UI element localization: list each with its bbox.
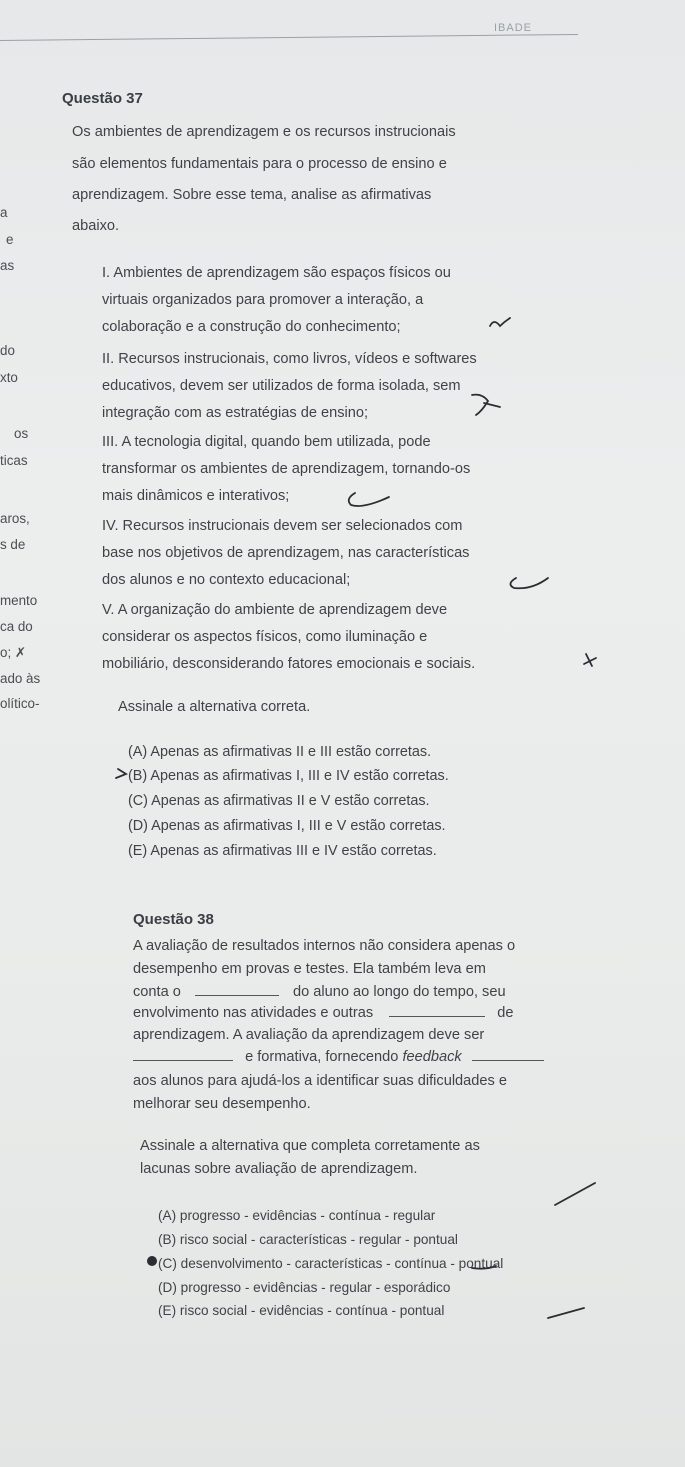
q37-statement-I: virtuais organizados para promover a interação, a (102, 292, 424, 308)
q38-text: do aluno ao longo do tempo, seu (293, 984, 506, 1000)
checkmark-icon (510, 578, 548, 588)
q37-statement-IV: dos alunos e no contexto educacional; (102, 572, 351, 588)
cross-mark-icon (584, 654, 596, 666)
margin-fragment: os (14, 426, 29, 441)
q37-option-b[interactable]: (B) Apenas as afirmativas I, III e IV estão corretas. (128, 768, 449, 784)
margin-fragment: ca do (0, 619, 33, 634)
q38-option-d[interactable]: (D) progresso - evidências - regular - esporádico (158, 1280, 451, 1295)
selection-mark-icon (116, 769, 126, 778)
q38-prompt: lacunas sobre avaliação de aprendizagem. (140, 1161, 418, 1177)
pen-stroke (548, 1308, 584, 1318)
q37-intro-line: abaixo. (72, 218, 120, 234)
q37-statement-III: III. A tecnologia digital, quando bem utilizada, pode (102, 434, 431, 450)
q37-option-e[interactable]: (E) Apenas as afirmativas III e IV estão corretas. (128, 843, 437, 859)
q38-option-a[interactable]: (A) progresso - evidências - contínua - regular (158, 1208, 436, 1223)
q37-statement-II: educativos, devem ser utilizados de forma isolada, sem (102, 378, 461, 394)
q38-text: envolvimento nas atividades e outras (133, 1005, 374, 1021)
q37-intro-line: são elementos fundamentais para o processo de ensino e (72, 156, 447, 172)
checkmark-icon (349, 493, 389, 506)
q37-statement-V: V. A organização do ambiente de aprendizagem deve (102, 602, 448, 618)
q37-statement-IV: base nos objetivos de aprendizagem, nas características (102, 545, 470, 561)
margin-fragment: do (0, 343, 15, 358)
q38-text-line: aos alunos para ajudá-los a identificar suas dificuldades e (133, 1073, 507, 1089)
q37-statement-IV: IV. Recursos instrucionais devem ser selecionados com (102, 518, 463, 534)
q38-option-c[interactable]: (C) desenvolvimento - características - contínua - pontual (158, 1256, 504, 1271)
margin-fragment: ado às (0, 671, 41, 686)
brand-label: IBADE (494, 22, 533, 34)
margin-fragment: as (0, 258, 15, 273)
margin-fragment: e (6, 232, 14, 247)
q38-text-italic: feedback (402, 1049, 462, 1065)
q37-prompt: Assinale a alternativa correta. (118, 699, 311, 715)
q37-statement-III: mais dinâmicos e interativos; (102, 488, 290, 504)
q38-option-e[interactable]: (E) risco social - evidências - contínua - pontual (158, 1303, 445, 1318)
question-38-title: Questão 38 (133, 911, 214, 928)
q38-text-line: aprendizagem. A avaliação da aprendizagem deve ser (133, 1027, 485, 1043)
margin-fragment: s de (0, 537, 26, 552)
q38-prompt: Assinale a alternativa que completa corretamente as (140, 1138, 480, 1154)
margin-fragment: ticas (0, 453, 28, 468)
q37-option-a[interactable]: (A) Apenas as afirmativas II e III estão corretas. (128, 744, 432, 760)
q37-intro-line: Os ambientes de aprendizagem e os recursos instrucionais (72, 124, 456, 140)
q37-statement-II: II. Recursos instrucionais, como livros, vídeos e softwares (102, 351, 477, 367)
pen-stroke (555, 1183, 595, 1205)
q37-option-d[interactable]: (D) Apenas as afirmativas I, III e V estão corretas. (128, 818, 446, 834)
selection-dot-icon (147, 1256, 157, 1266)
q38-text-line: melhorar seu desempenho. (133, 1096, 311, 1112)
q38-text: e formativa, fornecendo (245, 1049, 399, 1065)
q38-text-line: A avaliação de resultados internos não considera apenas o (133, 938, 516, 954)
q38-text: conta o (133, 984, 181, 1000)
q37-intro-line: aprendizagem. Sobre esse tema, analise as afirmativas (72, 187, 432, 203)
margin-fragment: xto (0, 370, 18, 385)
q37-statement-III: transformar os ambientes de aprendizagem, tornando-os (102, 461, 471, 477)
margin-fragment: olítico- (0, 696, 40, 711)
q37-statement-I: I. Ambientes de aprendizagem são espaços físicos ou (102, 265, 451, 281)
q37-statement-V: mobiliário, desconsiderando fatores emocionais e sociais. (102, 656, 476, 672)
checkmark-icon (490, 318, 510, 326)
margin-fragment: aros, (0, 511, 30, 526)
margin-fragment: o; ✗ (0, 645, 27, 660)
margin-fragment: mento (0, 593, 38, 608)
q37-statement-I: colaboração e a construção do conhecimento; (102, 319, 401, 335)
cross-mark-icon (472, 395, 500, 415)
q38-text-line: desempenho em provas e testes. Ela também leva em (133, 961, 486, 977)
q37-option-c[interactable]: (C) Apenas as afirmativas II e V estão corretas. (128, 793, 430, 809)
question-37-title: Questão 37 (62, 90, 143, 107)
q38-text: de (497, 1005, 514, 1021)
underline-stroke (472, 1266, 496, 1269)
q38-option-b[interactable]: (B) risco social - características - regular - pontual (158, 1232, 458, 1247)
margin-fragment: a (0, 205, 8, 220)
q37-statement-V: considerar os aspectos físicos, como iluminação e (102, 629, 428, 645)
q37-statement-II: integração com as estratégias de ensino; (102, 405, 369, 421)
